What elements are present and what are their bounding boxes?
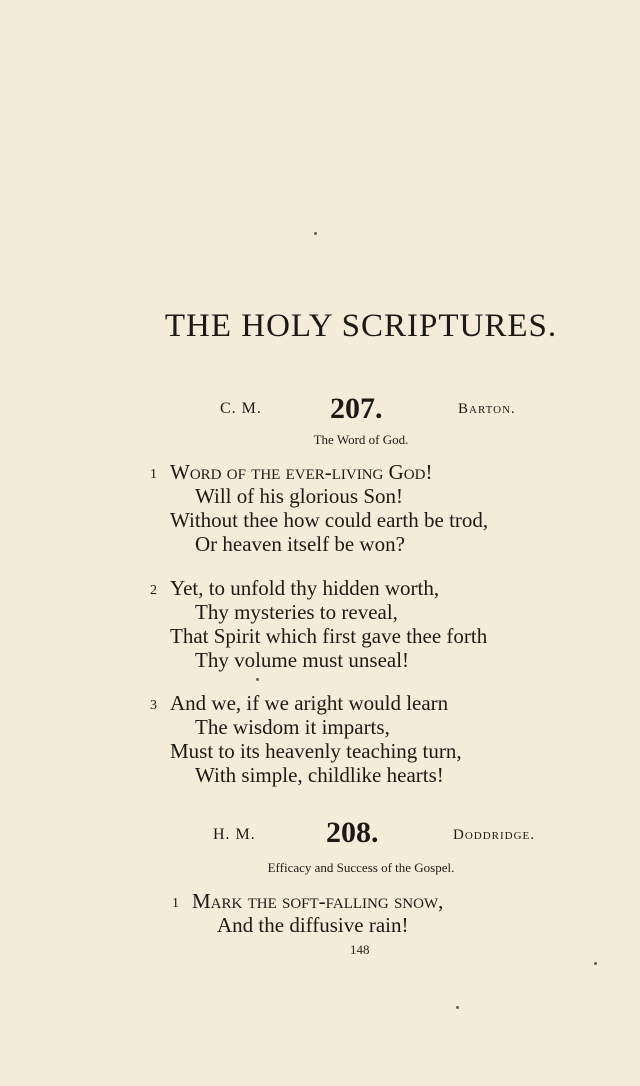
section-title: THE HOLY SCRIPTURES.: [164, 308, 558, 344]
verse-line: And we, if we aright would learn: [170, 691, 449, 715]
hymn-tune: Doddridge.: [453, 827, 536, 843]
hymn-meter: H. M.: [213, 826, 256, 843]
stanza-number: 1: [172, 896, 179, 911]
verse-line: The wisdom it imparts,: [195, 715, 390, 739]
verse-line: Or heaven itself be won?: [195, 532, 405, 556]
page-number: 148: [350, 942, 370, 957]
verse-line: Must to its heavenly teaching turn,: [170, 739, 462, 763]
stanza-number: 2: [150, 583, 157, 598]
verse-line: Will of his glorious Son!: [195, 484, 403, 508]
paper-speck: [314, 232, 317, 235]
hymn-subject: The Word of God.: [313, 432, 409, 447]
hymn-meter: C. M.: [220, 400, 262, 417]
verse-line: Yet, to unfold thy hidden worth,: [170, 576, 440, 600]
hymn-tune: Barton.: [458, 401, 516, 417]
hymn-number: 208.: [326, 816, 379, 849]
verse-line: Thy mysteries to reveal,: [195, 600, 398, 624]
verse-line: Thy volume must unseal!: [195, 648, 410, 672]
hymn-number: 207.: [330, 392, 383, 425]
verse-line: That Spirit which first gave thee forth: [170, 624, 488, 648]
hymn-208-header: [0, 816, 640, 856]
stanza-number: 1: [150, 467, 157, 482]
verse-line: Without thee how could earth be trod,: [170, 508, 489, 532]
stanza-number: 3: [150, 698, 157, 713]
verse-line: Mark the soft-falling snow,: [192, 889, 444, 913]
verse-line: Word of the ever-living God!: [170, 460, 433, 484]
hymn-207-header: [0, 392, 640, 432]
verse-line: With simple, childlike hearts!: [195, 763, 444, 787]
paper-speck: [256, 678, 259, 681]
paper-speck: [456, 1006, 459, 1009]
hymn-subject: Efficacy and Success of the Gospel.: [267, 860, 455, 875]
paper-speck: [594, 962, 597, 965]
verse-line: And the diffusive rain!: [217, 913, 409, 937]
